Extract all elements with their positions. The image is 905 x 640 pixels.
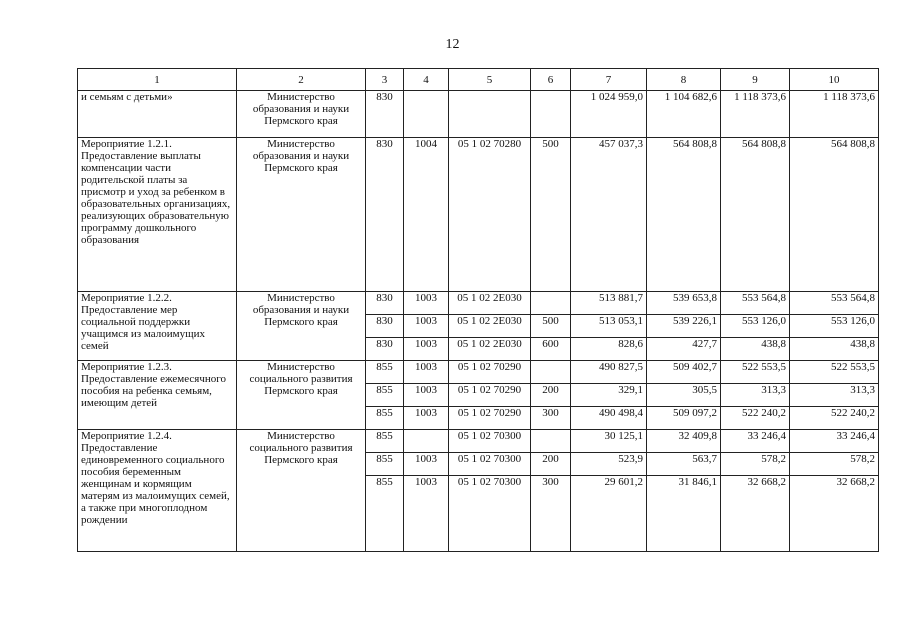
- cell-target-article: 05 1 02 70280: [449, 138, 531, 292]
- cell-section: [404, 430, 449, 453]
- header-cell: 10: [790, 69, 879, 91]
- cell-target-article: 05 1 02 2Е030: [449, 338, 531, 361]
- cell-ministry-code: 830: [366, 338, 404, 361]
- cell-section: 1003: [404, 453, 449, 476]
- cell-amount-col9: 313,3: [721, 384, 790, 407]
- header-cell: 1: [78, 69, 237, 91]
- cell-amount-col9: 33 246,4: [721, 430, 790, 453]
- cell-amount-col9: 438,8: [721, 338, 790, 361]
- header-cell: 5: [449, 69, 531, 91]
- cell-ministry-code: 855: [366, 361, 404, 384]
- cell-amount-col9: 32 668,2: [721, 476, 790, 552]
- cell-expense-type: [531, 430, 571, 453]
- organization: Министерство социального развития Пермского края: [237, 361, 366, 430]
- cell-ministry-code: 830: [366, 292, 404, 315]
- cell-section: [404, 91, 449, 138]
- header-cell: 8: [647, 69, 721, 91]
- cell-amount-col9: 578,2: [721, 453, 790, 476]
- cell-amount-col7: 513 053,1: [571, 315, 647, 338]
- cell-target-article: 05 1 02 2Е030: [449, 315, 531, 338]
- cell-target-article: 05 1 02 70290: [449, 384, 531, 407]
- organization: Министерство образования и науки Пермского края: [237, 91, 366, 138]
- cell-expense-type: 300: [531, 476, 571, 552]
- cell-amount-col9: 564 808,8: [721, 138, 790, 292]
- cell-amount-col8: 32 409,8: [647, 430, 721, 453]
- table-row: [78, 430, 879, 453]
- cell-expense-type: 300: [531, 407, 571, 430]
- cell-amount-col7: 457 037,3: [571, 138, 647, 292]
- cell-section: 1003: [404, 292, 449, 315]
- cell-amount-col8: 1 104 682,6: [647, 91, 721, 138]
- header-cell: 9: [721, 69, 790, 91]
- table-row: [78, 292, 879, 315]
- cell-amount-col8: 305,5: [647, 384, 721, 407]
- cell-amount-col8: 31 846,1: [647, 476, 721, 552]
- cell-amount-col9: 1 118 373,6: [721, 91, 790, 138]
- table-row: [78, 138, 879, 292]
- table-row: [78, 91, 879, 138]
- cell-amount-col9: 553 564,8: [721, 292, 790, 315]
- cell-target-article: 05 1 02 70300: [449, 453, 531, 476]
- table-row: [78, 361, 879, 384]
- measure-name: Мероприятие 1.2.1. Предоставление выплаты компенсации части родительской платы за присмотр и уход за ребенком в образовательных организациях, реализующих образовательную программу дошкольного образования: [78, 138, 237, 292]
- cell-ministry-code: 855: [366, 384, 404, 407]
- cell-ministry-code: 855: [366, 476, 404, 552]
- cell-expense-type: 200: [531, 453, 571, 476]
- cell-amount-col7: 329,1: [571, 384, 647, 407]
- cell-expense-type: 500: [531, 138, 571, 292]
- cell-expense-type: 500: [531, 315, 571, 338]
- cell-amount-col10: 1 118 373,6: [790, 91, 879, 138]
- cell-ministry-code: 855: [366, 407, 404, 430]
- cell-amount-col10: 33 246,4: [790, 430, 879, 453]
- header-cell: 3: [366, 69, 404, 91]
- cell-expense-type: [531, 361, 571, 384]
- cell-section: 1003: [404, 476, 449, 552]
- header-row: [78, 69, 879, 91]
- budget-table: [77, 68, 879, 552]
- cell-target-article: 05 1 02 2Е030: [449, 292, 531, 315]
- cell-amount-col10: 553 564,8: [790, 292, 879, 315]
- header-cell: 7: [571, 69, 647, 91]
- cell-expense-type: 600: [531, 338, 571, 361]
- cell-amount-col8: 539 653,8: [647, 292, 721, 315]
- header-cell: 6: [531, 69, 571, 91]
- cell-amount-col10: 313,3: [790, 384, 879, 407]
- cell-ministry-code: 830: [366, 315, 404, 338]
- cell-amount-col10: 32 668,2: [790, 476, 879, 552]
- cell-amount-col8: 509 402,7: [647, 361, 721, 384]
- cell-amount-col7: 523,9: [571, 453, 647, 476]
- cell-section: 1003: [404, 315, 449, 338]
- measure-name: и семьям с детьми»: [78, 91, 237, 138]
- cell-amount-col10: 438,8: [790, 338, 879, 361]
- cell-section: 1003: [404, 384, 449, 407]
- cell-ministry-code: 855: [366, 430, 404, 453]
- measure-name: Мероприятие 1.2.2. Предоставление мер социальной поддержки учащимся из малоимущих семей: [78, 292, 237, 361]
- organization: Министерство образования и науки Пермского края: [237, 138, 366, 292]
- cell-expense-type: [531, 292, 571, 315]
- cell-amount-col9: 553 126,0: [721, 315, 790, 338]
- cell-target-article: 05 1 02 70300: [449, 476, 531, 552]
- cell-amount-col8: 509 097,2: [647, 407, 721, 430]
- cell-ministry-code: 830: [366, 138, 404, 292]
- cell-amount-col8: 563,7: [647, 453, 721, 476]
- cell-section: 1003: [404, 361, 449, 384]
- measure-name: Мероприятие 1.2.3. Предоставление ежемесячного пособия на ребенка семьям, имеющим детей: [78, 361, 237, 430]
- cell-amount-col7: 30 125,1: [571, 430, 647, 453]
- cell-target-article: 05 1 02 70290: [449, 407, 531, 430]
- cell-expense-type: 200: [531, 384, 571, 407]
- cell-amount-col10: 522 553,5: [790, 361, 879, 384]
- cell-target-article: 05 1 02 70300: [449, 430, 531, 453]
- cell-amount-col10: 564 808,8: [790, 138, 879, 292]
- cell-amount-col7: 513 881,7: [571, 292, 647, 315]
- cell-target-article: [449, 91, 531, 138]
- cell-amount-col7: 1 024 959,0: [571, 91, 647, 138]
- cell-amount-col9: 522 553,5: [721, 361, 790, 384]
- cell-amount-col7: 490 827,5: [571, 361, 647, 384]
- cell-amount-col8: 539 226,1: [647, 315, 721, 338]
- cell-amount-col10: 578,2: [790, 453, 879, 476]
- cell-section: 1004: [404, 138, 449, 292]
- measure-name: Мероприятие 1.2.4. Предоставление единовременного социального пособия беременным женщинам и кормящим матерям из малоимущих семей, а также при многоплодном рождении: [78, 430, 237, 552]
- organization: Министерство образования и науки Пермского края: [237, 292, 366, 361]
- cell-amount-col9: 522 240,2: [721, 407, 790, 430]
- cell-expense-type: [531, 91, 571, 138]
- cell-amount-col7: 490 498,4: [571, 407, 647, 430]
- cell-ministry-code: 830: [366, 91, 404, 138]
- page-number: 12: [445, 37, 460, 52]
- cell-target-article: 05 1 02 70290: [449, 361, 531, 384]
- cell-ministry-code: 855: [366, 453, 404, 476]
- cell-amount-col10: 522 240,2: [790, 407, 879, 430]
- cell-amount-col10: 553 126,0: [790, 315, 879, 338]
- cell-amount-col8: 427,7: [647, 338, 721, 361]
- header-cell: 2: [237, 69, 366, 91]
- cell-section: 1003: [404, 407, 449, 430]
- cell-amount-col7: 29 601,2: [571, 476, 647, 552]
- cell-amount-col8: 564 808,8: [647, 138, 721, 292]
- cell-amount-col7: 828,6: [571, 338, 647, 361]
- header-cell: 4: [404, 69, 449, 91]
- cell-section: 1003: [404, 338, 449, 361]
- organization: Министерство социального развития Пермского края: [237, 430, 366, 552]
